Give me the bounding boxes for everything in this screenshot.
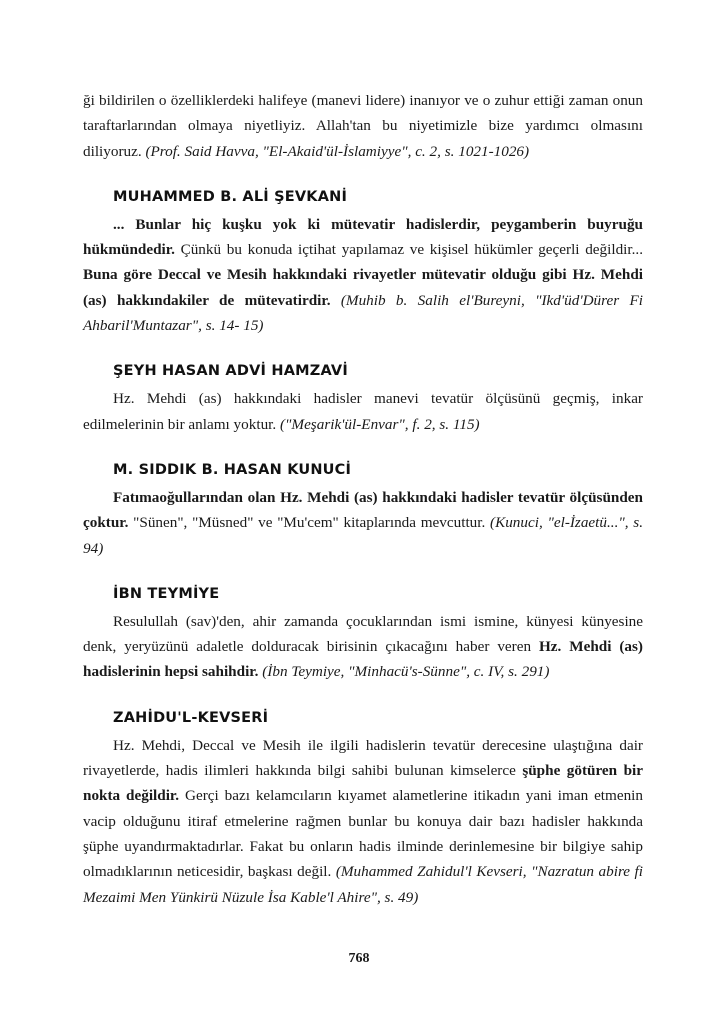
citation: (Muhammed Zahidul'l Kevseri, "Nazratun abire fi Mezaimi Men Yünkirü Nüzule İsa Kable'l Ahire", s. 49) [83, 863, 643, 906]
citation: (Prof. Said Havva, "El-Akaid'ül-İslamiyye", c. 2, s. 1021-1026) [145, 142, 530, 160]
section-heading: M. SIDDIK B. HASAN KUNUCİ [113, 461, 352, 478]
citation: (Muhib b. Salih el'Bureyni, "Ikd'üd'Dürer Fi Ahbaril'Muntazar", s. 14- 15) [83, 291, 643, 335]
section-paragraph: Fatımaoğullarından olan Hz. Mehdi (as) hakkındaki hadisler tevatür ölçüsünden çoktur. "Sünen", "Müsned" ve "Mu'cem" kitaplarında mevcuttur. (Kunuci, "el-İzaetü...", s. 94) [83, 488, 643, 557]
citation: (İbn Teymiye, "Minhacü's-Sünne", c. IV, s. 291) [258, 663, 550, 681]
section-heading: ZAHİDU'L-KEVSERİ [113, 709, 269, 726]
citation: ("Meşarik'ül-Envar", f. 2, s. 115) [279, 415, 480, 433]
section-paragraph: Hz. Mehdi (as) hakkındaki hadisler manevi tevatür ölçüsünü geçmiş, inkar edilmelerinin bir anlamı yoktur. ("Meşarik'ül-Envar", f. 2, s. 115) [83, 390, 643, 433]
section-heading: MUHAMMED B. ALİ ŞEVKANİ [113, 188, 348, 205]
section-heading: İBN TEYMİYE [113, 585, 220, 602]
section-heading: ŞEYH HASAN ADVİ HAMZAVİ [113, 363, 348, 380]
intro-paragraph: ği bildirilen o özelliklerdeki halifeye (manevi lidere) inanıyor ve o zuhur ettiği zaman onun taraftarlarından olmaya niyetliyiz. Allah'tan bu niyetimizle bize yardımcı olmasını diliyoruz. (Prof. Said Havva, "El-Akaid'ül-İslamiyye", c. 2, s. 1021-1026) [83, 92, 643, 160]
page-body [83, 88, 643, 910]
section-paragraph: Hz. Mehdi, Deccal ve Mesih ile ilgili hadislerin tevatür derecesine ulaştığına dair rivayetlerde, hadis ilimleri hakkında bilgi sahibi bulunan kimselerce şüphe götüren bir nokta değildir. Gerçi bazı kelamcıların kıyamet alametlerine itikadın yani iman etmenin vacip olduğunu itiraf etmelerine rağmen bunlar bu konuya dair bazı hadisler hakkında şüphe uyandırmaktadırlar. Fakat bu onların hadis ilminde derinlemesine bir bilgiye sahip olmadıklarının neticesidir, başkası değil. (Muhammed Zahidul'l Kevseri, "Nazratun abire fi Mezaimi Men Yünkirü Nüzule İsa Kable'l Ahire", s. 49) [83, 736, 643, 906]
citation: (Kunuci, "el-İzaetü...", s. 94) [83, 514, 643, 557]
section-paragraph: Resulullah (sav)'den, ahir zamanda çocuklarından ismi ismine, künyesi künyesine denk, yeryüzünü adaletle dolduracak birisinin çıkacağını haber veren Hz. Mehdi (as) hadislerinin hepsi sahihdir. (İbn Teymiye, "Minhacü's-Sünne", c. IV, s. 291) [83, 612, 643, 681]
section-paragraph: ... Bunlar hiç kuşku yok ki mütevatir hadislerdir, peygamberin buyruğu hükmündedir. Çünkü bu konuda içtihat yapılamaz ve kişisel hükümler geçerli değildir... Buna göre Deccal ve Mesih hakkındaki rivayetler mütevatir olduğu gibi Hz. Mehdi (as) hakkındakiler de mütevatirdir. (Muhib b. Salih el'Bureyni, "Ikd'üd'Dürer Fi Ahbaril'Muntazar", s. 14- 15) [83, 215, 643, 335]
page-number: 768 [348, 951, 370, 966]
